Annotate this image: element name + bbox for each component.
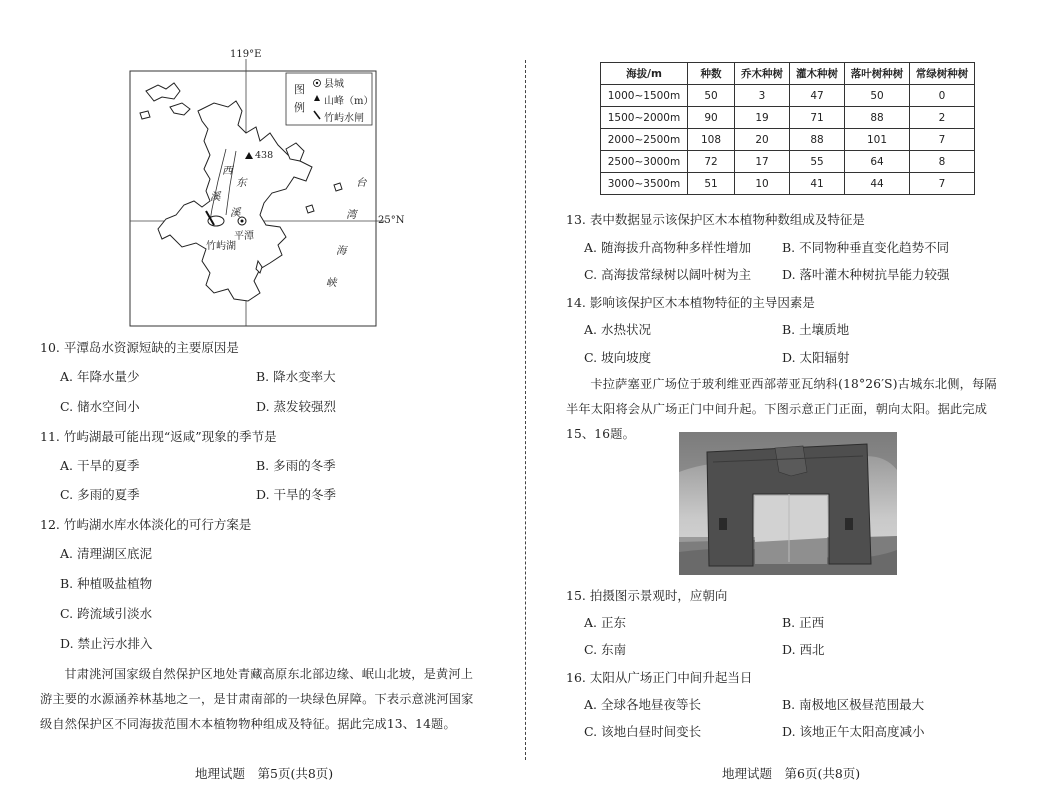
map-label-dong: 东 xyxy=(236,177,247,189)
q12-option-b: B. 种植吸盐植物 xyxy=(60,576,153,591)
passage-tao-river: 甘肃洮河国家级自然保护区地处青藏高原东北部边缘、岷山北坡，是黄河上游主要的水源涵养林基地之一，是甘肃南部的一块绿色屏障。下表示意洮河国家级自然保护区不同海拔范围木本植物物种组成及特征。据此完成13、14题。 xyxy=(40,667,474,731)
q14-option-a: A. 水热状况 xyxy=(584,322,651,337)
question-14-stem: 14. 影响该保护区木本植物特征的主导因素是 xyxy=(566,295,815,310)
table-header: 落叶树种树 xyxy=(845,63,910,85)
q16-option-b: B. 南极地区极昼范围最大 xyxy=(782,697,925,712)
table-header: 常绿树种树 xyxy=(910,63,975,85)
latitude-label: 25°N xyxy=(378,215,405,226)
q13-option-a: A. 随海拔升高物种多样性增加 xyxy=(584,240,751,255)
q14-option-c: C. 坡向坡度 xyxy=(584,350,652,365)
q10-option-a: A. 年降水量少 xyxy=(60,369,140,384)
q10-option-b: B. 降水变率大 xyxy=(256,369,336,384)
table-cell: 3 xyxy=(735,85,790,107)
table-cell: 64 xyxy=(845,151,910,173)
q10-option-d: D. 蒸发较强烈 xyxy=(256,399,337,414)
map-label-zhuyu: 竹屿湖 xyxy=(206,241,236,252)
table-header-row xyxy=(601,63,975,85)
map-label-tai: 台 xyxy=(356,177,367,189)
table-row xyxy=(601,151,975,173)
page-footer-left: 地理试题 第5页(共8页) xyxy=(195,766,334,781)
q13-option-b: B. 不同物种垂直变化趋势不同 xyxy=(782,240,950,255)
q14-option-b: B. 土壤质地 xyxy=(782,322,850,337)
table-row xyxy=(601,173,975,195)
islet xyxy=(170,103,190,115)
q12-option-a: A. 清理湖区底泥 xyxy=(60,546,152,561)
question-10-stem: 10. 平潭岛水资源短缺的主要原因是 xyxy=(40,340,239,355)
table-cell: 7 xyxy=(910,129,975,151)
page-footer-right: 地理试题 第6页(共8页) xyxy=(722,766,861,781)
table-cell: 2000~2500m xyxy=(601,129,688,151)
table-cell: 101 xyxy=(845,129,910,151)
islet xyxy=(146,83,180,101)
table-header: 乔木种树 xyxy=(735,63,790,85)
table-cell: 17 xyxy=(735,151,790,173)
table-cell: 19 xyxy=(735,107,790,129)
q14-option-d: D. 太阳辐射 xyxy=(782,350,850,365)
map-label-wan: 湾 xyxy=(346,209,357,221)
islet xyxy=(140,111,150,119)
table-cell: 1000~1500m xyxy=(601,85,688,107)
altitude-species-table xyxy=(600,62,975,195)
legend-sluice-label: 竹屿水闸 xyxy=(324,113,364,124)
q11-option-a: A. 干旱的夏季 xyxy=(60,458,140,473)
table-cell: 8 xyxy=(910,151,975,173)
legend-peak-label: 山峰（m） xyxy=(324,96,374,107)
islet xyxy=(306,205,314,213)
map-label-hai: 海 xyxy=(336,245,347,257)
table-cell: 2500~3000m xyxy=(601,151,688,173)
q13-option-c: C. 高海拔常绿树以阔叶树为主 xyxy=(584,267,752,282)
table-cell: 108 xyxy=(688,129,735,151)
table-cell: 0 xyxy=(910,85,975,107)
q11-option-b: B. 多雨的冬季 xyxy=(256,458,336,473)
table-cell: 88 xyxy=(790,129,845,151)
legend-county-label: 县城 xyxy=(324,79,344,90)
q11-option-d: D. 干旱的冬季 xyxy=(256,487,337,502)
table-cell: 55 xyxy=(790,151,845,173)
table-row xyxy=(601,85,975,107)
table-cell: 50 xyxy=(688,85,735,107)
table-cell: 44 xyxy=(845,173,910,195)
map-label-pingtan: 平潭 xyxy=(234,231,254,242)
map-label-xia: 峡 xyxy=(326,277,337,289)
table-row xyxy=(601,107,975,129)
q16-option-a: A. 全球各地昼夜等长 xyxy=(584,697,701,712)
table-cell: 71 xyxy=(790,107,845,129)
question-11-stem: 11. 竹屿湖最可能出现“返咸”现象的季节是 xyxy=(40,429,277,444)
q15-option-a: A. 正东 xyxy=(584,615,626,630)
legend-title: 图 xyxy=(294,83,305,96)
q15-option-b: B. 正西 xyxy=(782,615,825,630)
islet xyxy=(334,183,342,191)
longitude-label: 119°E xyxy=(230,49,262,60)
table-cell: 51 xyxy=(688,173,735,195)
table-cell: 2 xyxy=(910,107,975,129)
table-cell: 7 xyxy=(910,173,975,195)
table-cell: 3000~3500m xyxy=(601,173,688,195)
table-cell: 47 xyxy=(790,85,845,107)
map-label-xi: 西 xyxy=(222,165,233,177)
table-cell: 50 xyxy=(845,85,910,107)
question-15-stem: 15. 拍摄图示景观时，应朝向 xyxy=(566,588,728,603)
q12-option-c: C. 跨流域引淡水 xyxy=(60,606,153,621)
q15-option-c: C. 东南 xyxy=(584,642,627,657)
q12-option-d: D. 禁止污水排入 xyxy=(60,636,153,651)
table-cell: 72 xyxy=(688,151,735,173)
passage-kalasasaya: 卡拉萨塞亚广场位于玻利维亚西部蒂亚瓦纳科(18°26′S)古城东北侧，每隔半年太阳将会从广场正门中间升起。下图示意正门正面，朝向太阳。据此完成15、16题。 xyxy=(566,377,997,441)
table-header: 灌木种树 xyxy=(790,63,845,85)
q13-option-d: D. 落叶灌木种树抗旱能力较强 xyxy=(782,267,950,282)
table-cell: 88 xyxy=(845,107,910,129)
q11-option-c: C. 多雨的夏季 xyxy=(60,487,140,502)
gate-photo xyxy=(679,432,897,575)
q15-option-d: D. 西北 xyxy=(782,642,825,657)
question-13-stem: 13. 表中数据显示该保护区木本植物种数组成及特征是 xyxy=(566,212,865,227)
table-cell: 20 xyxy=(735,129,790,151)
q16-option-d: D. 该地正午太阳高度减小 xyxy=(782,724,925,739)
table-row xyxy=(601,129,975,151)
q10-option-c: C. 储水空间小 xyxy=(60,399,140,414)
peak-label: 438 xyxy=(255,150,274,161)
table-cell: 90 xyxy=(688,107,735,129)
table-cell: 1500~2000m xyxy=(601,107,688,129)
table-cell: 41 xyxy=(790,173,845,195)
table-header: 海拔/m xyxy=(601,63,688,85)
legend-title: 例 xyxy=(294,101,305,114)
pingtan-island xyxy=(158,101,312,301)
map-label-xi2: 溪 xyxy=(210,191,221,203)
table-header: 种数 xyxy=(688,63,735,85)
page-divider xyxy=(525,60,526,760)
q16-option-c: C. 该地白昼时间变长 xyxy=(584,724,702,739)
question-12-stem: 12. 竹屿湖水库水体淡化的可行方案是 xyxy=(40,517,252,532)
table-cell: 10 xyxy=(735,173,790,195)
map-label-dong2: 溪 xyxy=(230,207,241,219)
question-16-stem: 16. 太阳从广场正门中间升起当日 xyxy=(566,670,753,685)
map-figure xyxy=(110,49,410,330)
